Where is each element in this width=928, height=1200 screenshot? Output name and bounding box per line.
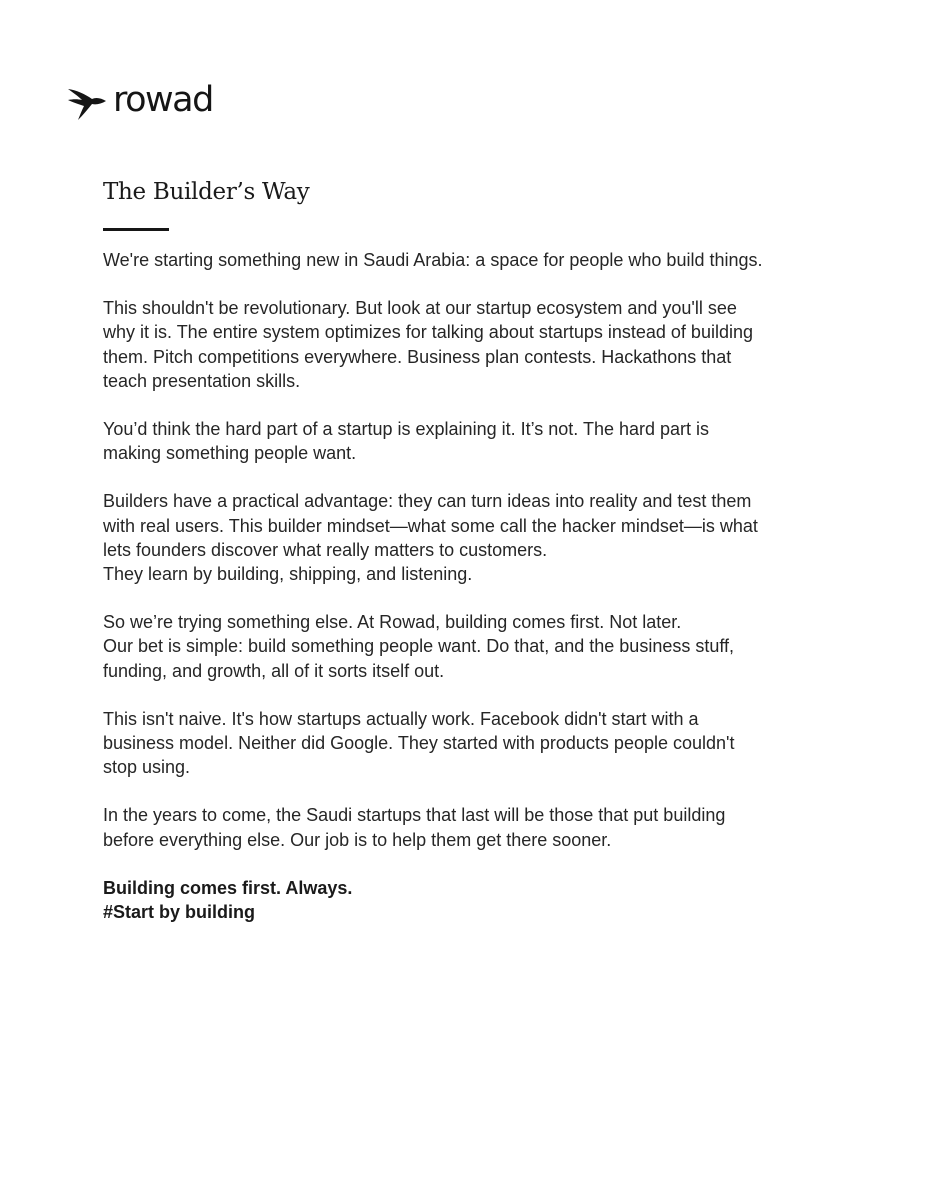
article [103,176,843,925]
paragraph-line: why it is. The entire system optimizes for talking about startups instead of building [103,322,753,343]
paragraph-line: lets founders discover what really matters to customers. [103,539,548,560]
paragraph [103,610,843,683]
paragraph [103,417,843,465]
paragraph-line: They learn by building, shipping, and listening. [103,564,473,585]
paragraph [103,248,843,272]
paragraph-line: stop using. [103,757,191,778]
brand-name: rowad [113,79,213,120]
closing-line: Building comes first. Always. [103,877,353,898]
paragraph-line: You’d think the hard part of a startup is explaining it. It’s not. The hard part is [103,419,710,440]
paragraph-line: Builders have a practical advantage: they can turn ideas into reality and test them [103,491,752,512]
paragraph-line: So we’re trying something else. At Rowad, building comes first. Not later. [103,612,682,633]
paragraph-line: making something people want. [103,443,357,464]
brand-logo [67,79,213,122]
title-divider [103,228,169,231]
paragraph-line: Our bet is simple: build something people want. Do that, and the business stuff, [103,636,735,657]
bird-icon [67,82,107,122]
paragraph-line: with real users. This builder mindset—what some call the hacker mindset—is what [103,515,758,536]
paragraph-line: teach presentation skills. [103,370,301,391]
paragraph-line: This shouldn't be revolutionary. But look at our startup ecosystem and you'll see [103,298,737,319]
paragraph-line: This isn't naive. It's how startups actually work. Facebook didn't start with a [103,708,699,729]
paragraph [103,803,843,851]
paragraph-line: before everything else. Our job is to help them get there sooner. [103,829,612,850]
paragraph [103,489,843,586]
paragraph [103,707,843,780]
closing-statement [103,876,843,925]
closing-hashtag: #Start by building [103,902,256,923]
article-title: The Builder’s Way [103,179,310,205]
paragraph-line: We're starting something new in Saudi Arabia: a space for people who build things. [103,250,763,270]
paragraph [103,296,843,393]
paragraph-line: In the years to come, the Saudi startups that last will be those that put building [103,805,726,826]
paragraph-line: funding, and growth, all of it sorts itself out. [103,660,445,681]
paragraph-line: business model. Neither did Google. They started with products people couldn't [103,733,735,754]
paragraph-line: them. Pitch competitions everywhere. Business plan contests. Hackathons that [103,346,732,367]
